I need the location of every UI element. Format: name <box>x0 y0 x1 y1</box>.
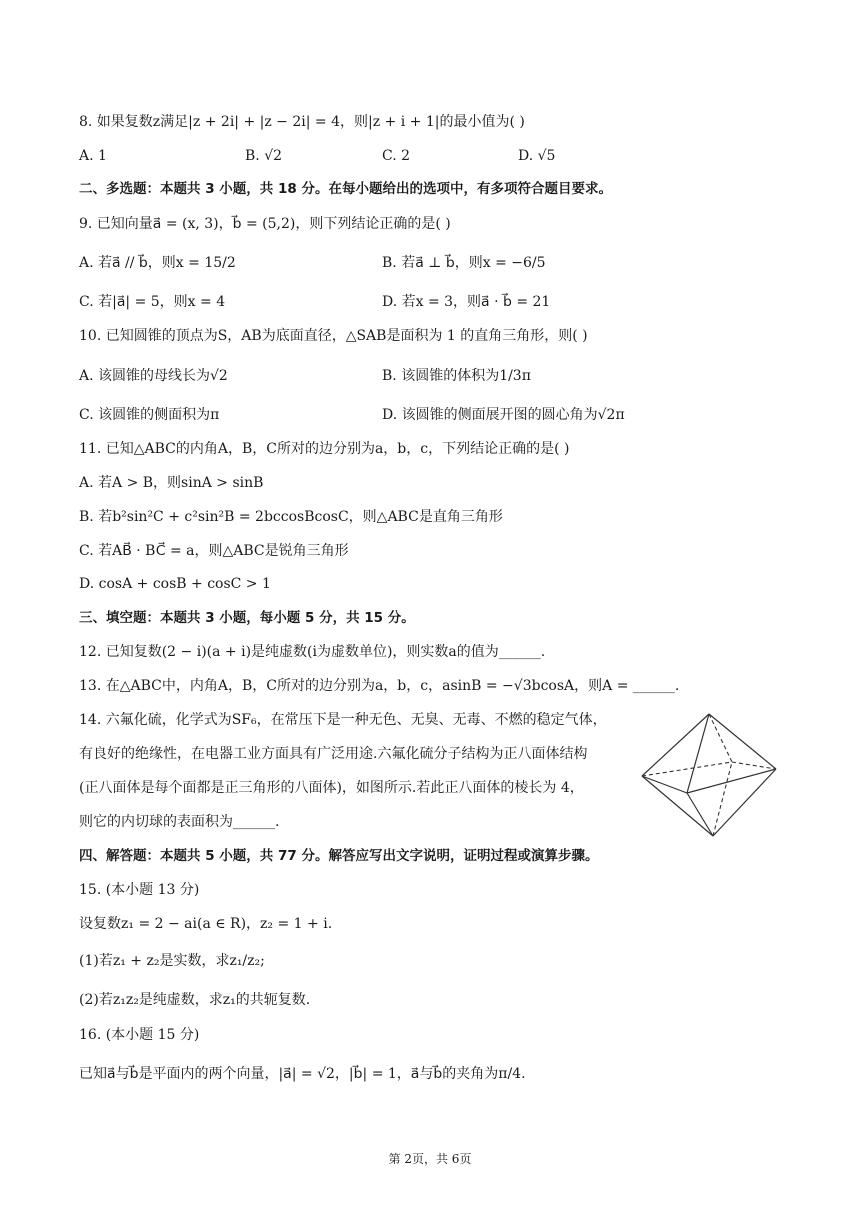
q16-given: 已知a⃗与b⃗是平面内的两个向量，|a⃗| = √2，|b⃗| = 1，a⃗与b⃗的夹角为π/4. <box>79 1066 526 1082</box>
q9-option-b: B. 若a⃗ ⊥ b⃗，则x = −6/5 <box>382 255 546 271</box>
q8-stem: 8. 如果复数z满足|z + 2i| + |z − 2i| = 4，则|z + i + 1|的最小值为( ) <box>79 114 525 130</box>
q15-header: 15. (本小题 13 分) <box>79 882 200 898</box>
q15-given: 设复数z₁ = 2 − ai(a ∈ R)，z₂ = 1 + i. <box>79 916 333 932</box>
q15-part-2: (2)若z₁z₂是纯虚数，求z₁的共轭复数. <box>79 992 311 1008</box>
q11-option-b: B. 若b²sin²C + c²sin²B = 2bccosBcosC，则△ABC是直角三角形 <box>79 509 503 525</box>
octahedron-figure <box>638 708 808 838</box>
q10-stem: 10. 已知圆锥的顶点为S，AB为底面直径，△SAB是面积为 1 的直角三角形，则( ) <box>79 328 588 344</box>
q14-line-1: 14. 六氟化硫，化学式为SF₆，在常压下是一种无色、无臭、无毒、不燃的稳定气体， <box>79 712 607 728</box>
q10-option-c: C. 该圆锥的侧面积为π <box>79 407 220 423</box>
page-footer: 第 2页，共 6页 <box>388 1152 472 1166</box>
q10-option-d: D. 该圆锥的侧面展开图的圆心角为√2π <box>382 407 625 423</box>
q15-part-1: (1)若z₁ + z₂是实数，求z₁/z₂; <box>79 953 265 969</box>
q16-header: 16. (本小题 15 分) <box>79 1027 200 1043</box>
q12-text: 12. 已知复数(2 − i)(a + i)是纯虚数(i为虚数单位)，则实数a的值为______. <box>79 644 546 660</box>
q14-line-4: 则它的内切球的表面积为______. <box>79 814 280 830</box>
q13-text: 13. 在△ABC中，内角A，B，C所对的边分别为a，b，c，asinB = −√3bcosA，则A = ______. <box>79 678 680 694</box>
q10-option-b: B. 该圆锥的体积为1/3π <box>382 368 531 384</box>
q11-option-a: A. 若A > B，则sinA > sinB <box>79 475 264 491</box>
q14-line-2: 有良好的绝缘性，在电器工业方面具有广泛用途.六氟化硫分子结构为正八面体结构 <box>79 746 588 762</box>
q10-option-a: A. 该圆锥的母线长为√2 <box>79 368 228 384</box>
q11-stem: 11. 已知△ABC的内角A，B，C所对的边分别为a，b，c，下列结论正确的是( ) <box>79 441 570 457</box>
q8-option-c: C. 2 <box>382 148 411 164</box>
q9-option-a: A. 若a⃗ // b⃗，则x = 15/2 <box>79 255 236 271</box>
q11-option-c: C. 若AB⃗ · BC⃗ = a，则△ABC是锐角三角形 <box>79 543 349 559</box>
q14-line-3: (正八面体是每个面都是正三角形的八面体)，如图所示.若此正八面体的棱长为 4， <box>79 780 584 796</box>
q8-option-d: D. √5 <box>518 148 556 164</box>
section-heading-solutions: 四、解答题：本题共 5 小题，共 77 分。解答应写出文字说明，证明过程或演算步骤。 <box>79 848 599 864</box>
q11-option-d: D. cosA + cosB + cosC > 1 <box>79 576 271 592</box>
q9-option-d: D. 若x = 3，则a⃗ · b⃗ = 21 <box>382 294 551 310</box>
q9-option-c: C. 若|a⃗| = 5，则x = 4 <box>79 294 226 310</box>
q9-stem: 9. 已知向量a⃗ = (x, 3)，b⃗ = (5,2)，则下列结论正确的是( ) <box>79 216 451 232</box>
q8-option-a: A. 1 <box>79 148 107 164</box>
section-heading-multiple-choice: 二、多选题：本题共 3 小题，共 18 分。在每小题给出的选项中，有多项符合题目要求。 <box>79 181 612 197</box>
q8-option-b: B. √2 <box>245 148 283 164</box>
section-heading-fill-in: 三、填空题：本题共 3 小题，每小题 5 分，共 15 分。 <box>79 610 415 626</box>
